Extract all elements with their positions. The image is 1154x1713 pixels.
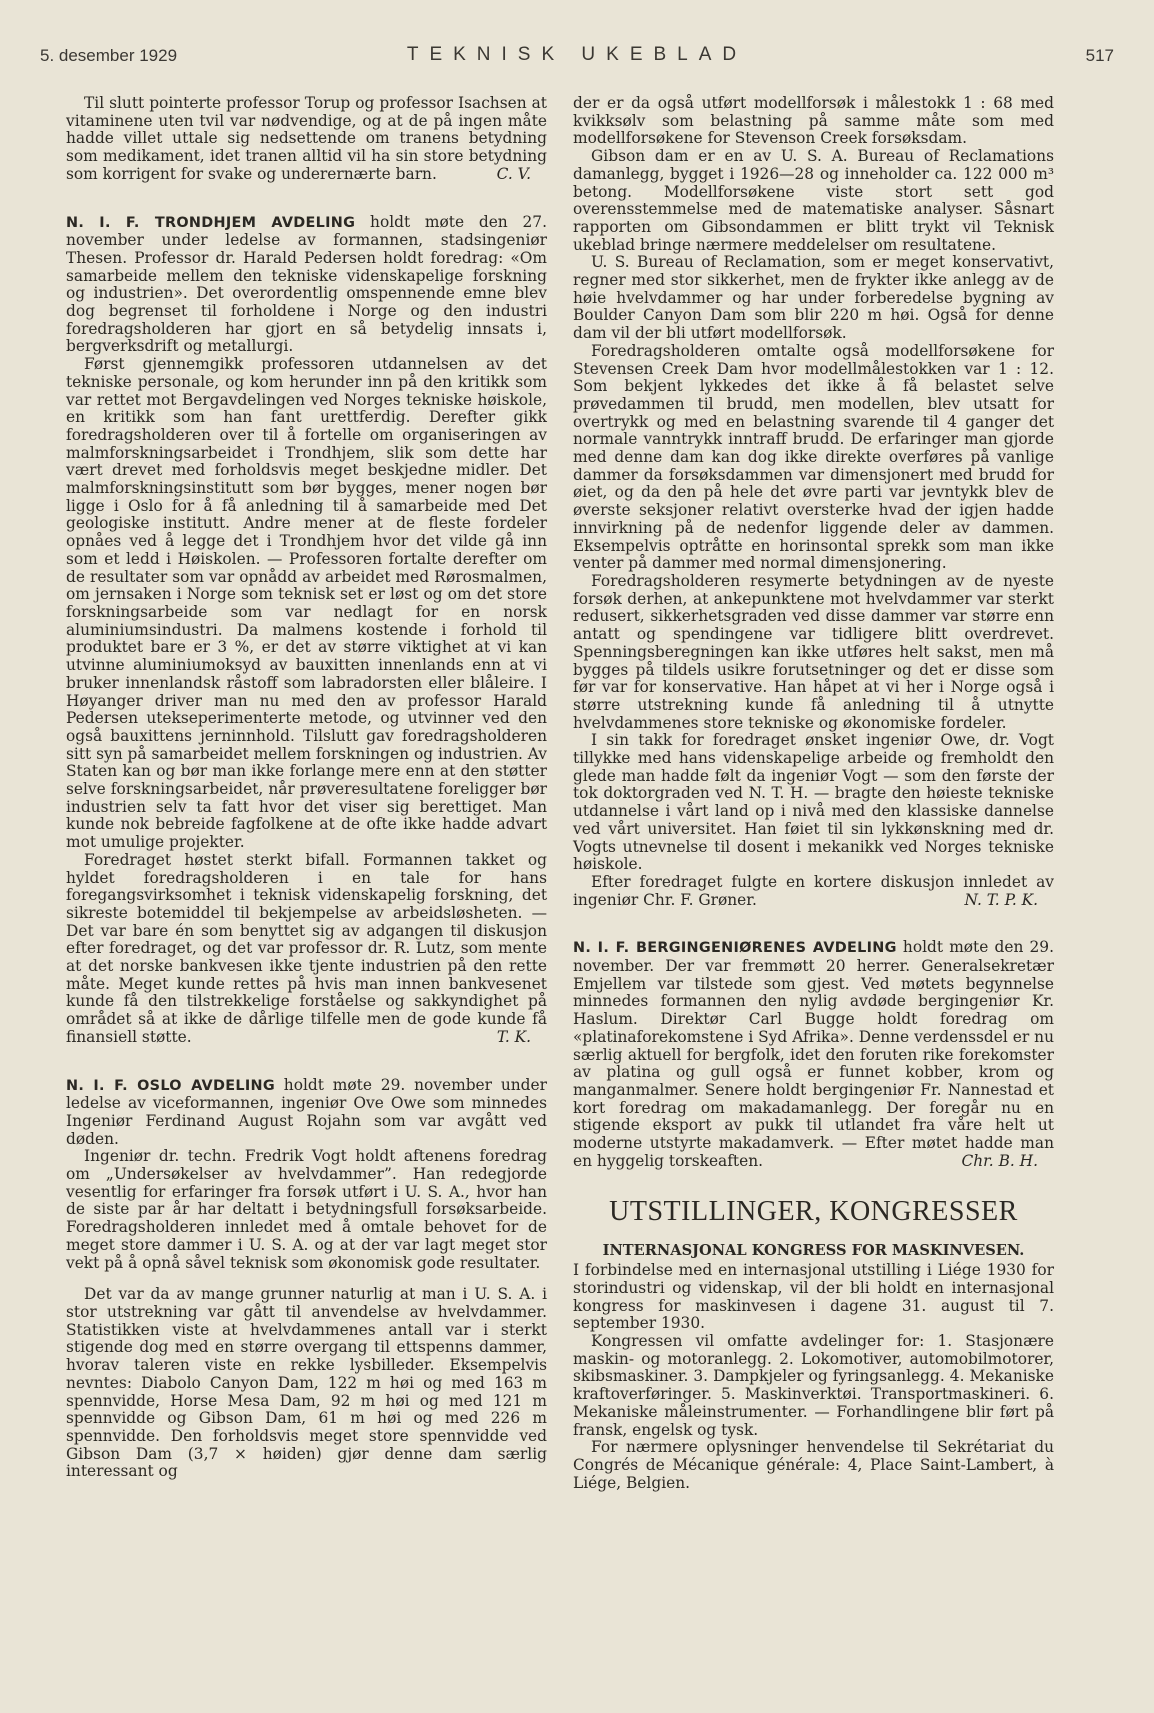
oslo-report: N. I. F. OSLO AVDELING holdt møte 29. november under ledelse av viceformannen, ingeniør Ove Owe som minnedes Ingeniør Ferdinand August Rojahn som var avgått ved døden. bbox=[66, 1075, 548, 1148]
paragraph-oplysninger: For nærmere oplysninger henvendelse til Sekrétariat du Congrés de Mécanique générale: 4, Place Saint-Lambert, à Liége, Belgien. bbox=[573, 1438, 1054, 1492]
paragraph-stevensen: Foredragsholderen omtalte også modellforsøkene for Stevensen Creek Dam hvor modellmålestokken var 1 : 12. Som bekjent lykkedes det ikke å få belastet selve prøvedammen til brudd, men modellen, blev utsatt for overtrykk og med en belastning svarende til 4 ganger det normale vanntrykk inntraff brudd. De erfaringer man gjorde med denne dam kan dog ikke direkte overføres på vanlige dammer da forsøksdammen var dimensjonert med brudd for øiet, og da den på hele det øvre parti var jevntykk blev de øverste seksjoner relativt oversterke hvad der igjen hadde innvirkning på de nedenfor liggende deler av dammen. Eksempelvis optråtte en horinsontal sprekk som man ikke venter på dammer med normal dimensjonering. bbox=[573, 341, 1054, 573]
paragraph-hvelvdammer: Det var da av mange grunner naturlig at man i U. S. A. i stor utstrekning var gått til anvendelse av hvelvdammer. Statistikken viste at hvelvdammenes antall var i sterkt stigende dog med en større overgang til ettspenns dammer, hvorav taleren viste en rekke lysbilleder. Eksempelvis nevntes: Diabolo Canyon Dam, 122 m høi og med 163 m spennvidde, Horse Mesa Dam, 92 m høi og med 121 m spennvidde og Gibson Dam, 61 m høi og med 226 m spennvidde. Den forholdsvis meget store spennvidde ved Gibson Dam (3,7 × høiden) gjør denne dam særlig interessant og bbox=[66, 1285, 547, 1481]
paragraph-gibson: Gibson dam er en av U. S. A. Bureau of Reclamations damanlegg, bygget i 1926—28 og inneholder ca. 122 000 m³ betong. Modellforsøkene viste stort sett god overensstemmelse med de matematiske analyser. Såsnart rapporten om Gibsondammen er blitt trykt vil Teknisk ukeblad bringe nærmere meddelelser om resultatene. bbox=[573, 147, 1054, 254]
heading-oslo: N. I. F. OSLO AVDELING bbox=[66, 1077, 275, 1094]
paragraph-diskusjon: Efter foredraget fulgte en kortere diskusjon innledet av ingeniør Chr. F. Grøner. N. T. P. K. bbox=[573, 872, 1054, 909]
paragraph-vogt: Ingeniør dr. techn. Fredrik Vogt holdt aftenens foredrag om „Undersøkelser av hvelvdammer”. Han redegjorde vesentlig for erfaringer fra forsøk utført i U. S. A., hvor han de siste par år har deltatt i betydningsfull forsøksarbeide. Foredragsholderen innledet med å omtale behovet for de meget store dammer i U. S. A. og at der var lagt meget stor vekt på å opnå såvel teknisk som økonomisk gode resultater. bbox=[66, 1147, 547, 1272]
paragraph-professor: Først gjennemgikk professoren utdannelsen av det tekniske personale, og kom herunder inn på den kritikk som var rettet mot Bergavdelingen ved Norges tekniske høiskole, en kritikk som han fant urettferdig. Derefter gikk foredragsholderen over til å fortelle om organiseringen av malmforskningsarbeidet i Trondhjem, slik som dette har vært drevet med forholdsvis meget beskjedne midler. Det malmforskningsinstitutt som bør bygges, mener nogen bør ligge i Oslo for å få anledning til å samarbeide med Det geologiske institutt. Andre mener at de fleste fordeler opnåes ved å legge det i Trondhjem hvor det vilde gå inn som et ledd i Høiskolen. — Professoren fortalte derefter om de resultater som var opnådd av arbeidet med Rørosmalmen, om jernsaken i Norge som teknisk set er løst og om det store forskningsarbeide som var nedlagt for en norsk aluminiumsindustri. Da malmens kostende i forhold til produktet bare er 3 %, er det av større viktighet at vi kan utvinne aluminiumoksyd av bauxitten innenlands enn at vi bruker innenlandsk råstoff som labradorsten eller blåleire. I Høyanger driver man nu med den av professor Harald Pedersen utekseperimenterte metode, og utvinner ved den også bauxittens jerninnhold. Tilslutt gav foredragsholderen sitt syn på samarbeidet mellem forskningen og industrien. Av Staten kan og bør man ikke forlange mere enn at den støtter selve forskningsarbeidet, når prøveresultatene foreligger bør industrien selv ta fatt hvor det viser sig berettiget. Man kunde nok bebreide fagfolkene at de ofte ikke hadde advart mot umulige projekter. bbox=[66, 355, 547, 852]
paragraph-avdelinger: Kongressen vil omfatte avdelinger for: 1. Stasjonære maskin- og motoranlegg. 2. Lokomotiver, automobilmotorer, skibsmaskiner. 3. Dampkjeler og fyringsanlegg. 4. Mekaniske kraftoverføringer. 5. Maskinverktøi. Transportmaskineri. 6. Mekaniske måleinstrumenter. — Forhandlingene blir ført på fransk, engelsk og tysk. bbox=[573, 1332, 1054, 1439]
paragraph-bifall: Foredraget høstet sterkt bifall. Formannen takket og hyldet foredragsholderen i en tale for hans foregangsvirksomhet i teknisk videnskapelig forskning, det sikreste botemiddel til bekjempelse av arbeidsløsheten. — Det var bare én som benyttet sig av adgangen til diskusjon efter foredraget, og det var professor dr. R. Lutz, som mente at det norske bankvesen ikke tjente industrien på den rette måte. Meget kunde rettes på hvis man innen bankvesenet kunde få den tilstrekkelige forståelse og sakkyndighet på området så at ikke de dårlige tilfelle men de gode kunde få finansiell støtte. T. K. bbox=[66, 850, 547, 1046]
heading-trondhjem: N. I. F. TRONDHJEM AVDELING bbox=[66, 214, 356, 231]
signature-cv: C. V. bbox=[496, 164, 531, 183]
right-column bbox=[573, 95, 1054, 1492]
signature-tk: T. K. bbox=[496, 1027, 531, 1046]
paragraph-modellforsok: der er da også utført modellforsøk i målestokk 1 : 68 med kvikksølv som belastning på samme måte som med modellforsøkene for Stevenson Creek forsøksdam. bbox=[573, 94, 1054, 148]
left-column bbox=[66, 95, 547, 1481]
paragraph-bureau: U. S. Bureau of Reclamation, som er meget konservativt, regner med stor sikkerhet, men de frykter ikke anlegg av de høie hvelvdammer og har under forberedelse bygning av Boulder Canyon Dam som blir 220 m høi. Også for denne dam vil der bli utført modellforsøk. bbox=[573, 253, 1054, 343]
page-number: 517 bbox=[1085, 46, 1114, 65]
berg-report: N. I. F. BERGINGENIØRENES AVDELING holdt møte den 29. november. Der var fremmøtt 20 herrer. Generalsekretær Emjellem var tilstede som gjest. Ved møtets begynnelse minnedes formannen den nylig avdøde bergingeniør Kr. Haslum. Direktør Carl Bugge holdt foredrag om «platinaforekomstene i Syd Afrika». Denne verdenssdel er nu særlig aktuell for bergfolk, idet den foruten rike forekomster av platina og gull også er funnet kobber, krom og manganmalmer. Senere holdt bergingeniør Fr. Nannestad et kort foredrag om makadamanlegg. Der foregår nu en stigende eksport av pukk til utlandet fra våre helt ut moderne utstyrte makadamverk. — Efter møtet hadde man en hyggelig torskeaften. Chr. B. H. bbox=[573, 938, 1054, 1170]
heading-berg: N. I. F. BERGINGENIØRENES AVDELING bbox=[573, 940, 897, 957]
paragraph-kongress: I forbindelse med en internasjonal utstilling i Liége 1930 for storindustri og videnskap, vil der bli holdt en internasjonal kongress for maskinvesen i dagene 31. august til 7. september 1930. bbox=[573, 1261, 1054, 1333]
issue-date: 5. desember 1929 bbox=[40, 46, 178, 65]
paragraph-resymerte: Foredragsholderen resymerte betydningen av de nyeste forsøk derhen, at ankepunktene mot hvelvdammer var sterkt redusert, sikkerhetsgraden ved disse dammer var større enn antatt og spendingene var tidligere blitt overdrevet. Spenningsberegningen kan ikke utføres helt sakst, men må bygges på tildels usikre forutsetninger og det er disse som før var for konservative. Han håpet at vi her i Norge også i større utstrekning kunde få anledning til å utnytte hvelvdammenes store tekniske og økonomiske fordeler. bbox=[573, 571, 1054, 732]
subsection-title: INTERNASJONAL KONGRESS FOR MASKINVESEN. bbox=[602, 1242, 1025, 1260]
journal-title: TEKNISK UKEBLAD bbox=[406, 44, 748, 65]
paragraph-torup: Til slutt pointerte professor Torup og professor Isachsen at vitaminene uten tvil var nødvendige, og at de på ingen måte hadde villet uttale sig nedsettende om tranens betydning som medikament, idet tranen alltid vil ha sin store betydning som korrigent for svake og underernærte barn. C. V. bbox=[66, 94, 547, 183]
signature-ntpk: N. T. P. K. bbox=[964, 890, 1038, 909]
paragraph-takk: I sin takk for foredraget ønsket ingeniør Owe, dr. Vogt tillykke med hans videnskapelige arbeide og fremholdt den glede man hadde følt da ingeniør Vogt — som den første der tok doktorgraden ved N. T. H. — bragte den høieste tekniske utdannelse i vårt land op i nivå med den klassiske dannelse ved vårt universitet. Han føiet til sin lykkønskning med dr. Vogts utnevnelse til dosent i mekanikk ved Norges tekniske høiskole. bbox=[573, 731, 1054, 874]
trondhjem-report: N. I. F. TRONDHJEM AVDELING holdt møte den 27. november under ledelse av formannen, stadsingeniør Thesen. Professor dr. Harald Pedersen holdt foredrag: «Om samarbeide mellem den tekniske videnskapelige forskning og industrien». Det overordentlig omspennende emne blev dog begrenset til forholdene i Norge og den industri foredragsholderen har gjort en så betydelig innsats i, bergverksdrift og metallurgi. bbox=[66, 212, 547, 356]
section-title: UTSTILLINGER, KONGRESSER bbox=[609, 1196, 1018, 1228]
signature-chrbh: Chr. B. H. bbox=[961, 1151, 1038, 1170]
running-header bbox=[40, 42, 1114, 76]
